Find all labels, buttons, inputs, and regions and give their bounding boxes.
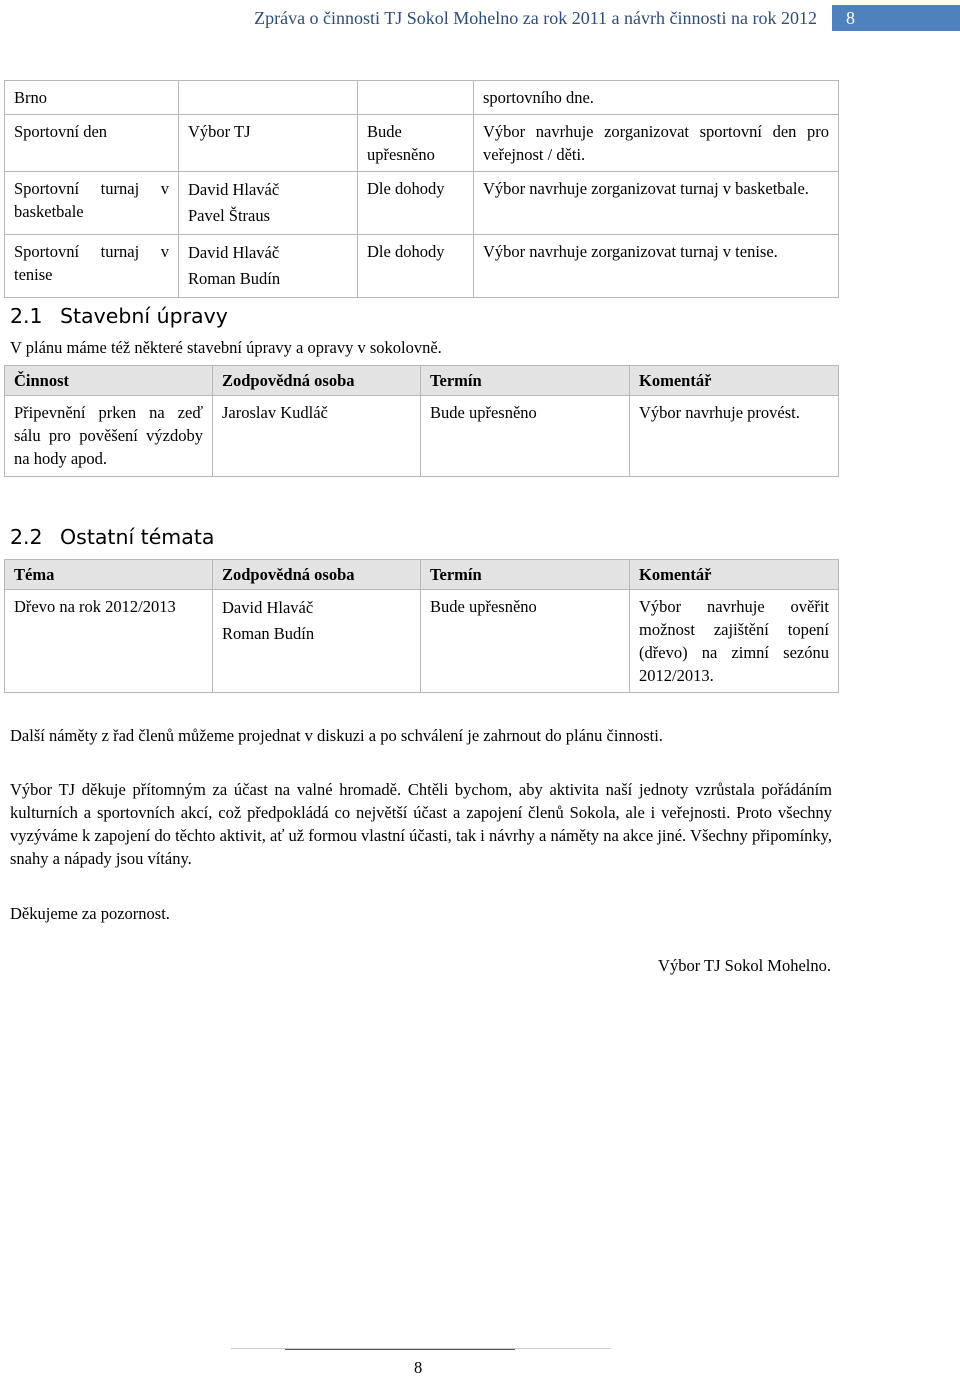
column-header: Komentář	[630, 366, 839, 396]
other-topics-table	[4, 559, 839, 693]
person-name: Pavel Štraus	[188, 206, 271, 225]
column-header: Komentář	[630, 560, 839, 590]
table-header-row	[5, 366, 839, 396]
footer-page-number: 8	[414, 1358, 423, 1377]
column-header: Činnost	[5, 366, 213, 396]
table-cell: Výbor navrhuje provést.	[630, 396, 839, 477]
table-cell	[179, 172, 358, 235]
person-name: David Hlaváč	[188, 243, 280, 262]
events-table	[4, 80, 839, 298]
table-row	[5, 115, 839, 172]
table-header-row	[5, 560, 839, 590]
table-cell: Výbor TJ	[179, 115, 358, 172]
table-row	[5, 590, 839, 693]
table-cell: Výbor navrhuje zorganizovat sportovní den pro veřejnost / děti.	[474, 115, 839, 172]
paragraph-further-ideas: Další náměty z řad členů můžeme projednat v diskuzi a po schválení je zahrnout do plánu činnosti.	[10, 726, 663, 745]
column-header: Téma	[5, 560, 213, 590]
page-header-title: Zpráva o činnosti TJ Sokol Mohelno za rok 2011 a návrh činnosti na rok 2012	[254, 8, 817, 28]
person-name: David Hlaváč	[188, 180, 280, 199]
table-row	[5, 81, 839, 115]
section-title: Ostatní témata	[60, 525, 215, 549]
table-cell: Dřevo na rok 2012/2013	[5, 590, 213, 693]
section-intro: V plánu máme též některé stavební úpravy a opravy v sokolovně.	[10, 338, 442, 357]
paragraph-thank-you: Děkujeme za pozornost.	[10, 904, 170, 923]
table-cell: Brno	[5, 81, 179, 115]
table-cell: Dle dohody	[358, 172, 474, 235]
table-cell: Dle dohody	[358, 235, 474, 298]
signature: Výbor TJ Sokol Mohelno.	[658, 956, 831, 975]
column-header: Termín	[421, 366, 630, 396]
section-heading-2-1	[10, 304, 228, 328]
table-cell	[179, 235, 358, 298]
table-cell	[358, 81, 474, 115]
table-cell: Výbor navrhuje ověřit možnost zajištění topení (dřevo) na zimní sezónu 2012/2013.	[630, 590, 839, 693]
table-row	[5, 172, 839, 235]
person-name: Roman Budín	[188, 269, 281, 288]
section-title: Stavební úpravy	[60, 304, 228, 328]
section-number: 2.1	[10, 304, 43, 328]
table-row	[5, 235, 839, 298]
construction-table	[4, 365, 839, 477]
table-cell: Jaroslav Kudláč	[213, 396, 421, 477]
table-cell: Sportovní turnaj v basketbale	[5, 172, 179, 235]
section-number: 2.2	[10, 525, 43, 549]
paragraph-thanks-attendance: Výbor TJ děkuje přítomným za účast na valné hromadě. Chtěli bychom, aby aktivita naší jednoty vzrůstala pořádáním kulturních a sportovních akcí, což předpokládá co největší účast a zapojení členů Sokola, ale i veřejnosti. Proto všechny vyzýváme k zapojení do těchto aktivit, ať už formou vlastní účasti, tak i návrhy a náměty na akce jiné. Všechny připomínky, snahy a nápady jsou vítány.	[10, 780, 832, 868]
table-cell: Sportovní den	[5, 115, 179, 172]
footer-rule-dark	[285, 1349, 515, 1350]
table-cell: Bude upřesněno	[358, 115, 474, 172]
table-cell: Bude upřesněno	[421, 590, 630, 693]
table-cell: Výbor navrhuje zorganizovat turnaj v basketbale.	[474, 172, 839, 235]
table-row	[5, 396, 839, 477]
person-name: David Hlaváč	[222, 598, 314, 617]
column-header: Zodpovědná osoba	[213, 366, 421, 396]
table-cell: Sportovní turnaj v tenise	[5, 235, 179, 298]
table-cell	[179, 81, 358, 115]
table-cell	[213, 590, 421, 693]
table-cell: Připevnění prken na zeď sálu pro pověšení výzdoby na hody apod.	[5, 396, 213, 477]
column-header: Termín	[421, 560, 630, 590]
table-cell: Bude upřesněno	[421, 396, 630, 477]
column-header: Zodpovědná osoba	[213, 560, 421, 590]
person-name: Roman Budín	[222, 624, 315, 643]
section-heading-2-2	[10, 525, 214, 549]
table-cell: sportovního dne.	[474, 81, 839, 115]
table-cell: Výbor navrhuje zorganizovat turnaj v tenise.	[474, 235, 839, 298]
page-number-badge	[832, 5, 960, 31]
header-page-number: 8	[846, 8, 855, 28]
